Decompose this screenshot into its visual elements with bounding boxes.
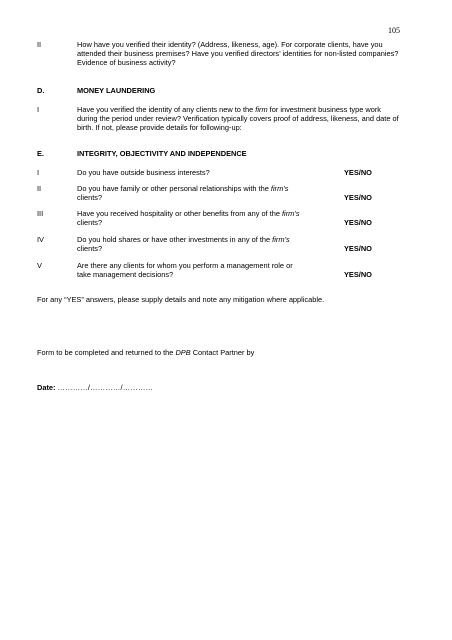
section-d-line-1: Have you verified the identity of any clients new to the firm for investment business type work bbox=[77, 105, 381, 114]
page-number: 105 bbox=[388, 26, 400, 35]
date-line bbox=[37, 383, 153, 392]
yes-no-answer: YES/NO bbox=[344, 270, 372, 279]
section-e-item-numeral: V bbox=[37, 261, 42, 270]
yes-answers-note: For any “YES” answers, please supply details and note any mitigation where applicable. bbox=[37, 295, 325, 304]
intro-question bbox=[77, 40, 422, 67]
section-d-letter: D. bbox=[37, 86, 45, 95]
section-e-item-numeral: IV bbox=[37, 235, 44, 244]
section-e-item-numeral: III bbox=[37, 209, 44, 218]
yes-no-answer: YES/NO bbox=[344, 244, 372, 253]
section-e-question: Do you have family or other personal relationships with the firm’s clients? bbox=[77, 184, 289, 202]
section-e-question: Do you hold shares or have other investments in any of the firm’s clients? bbox=[77, 235, 290, 253]
intro-line-2: attended their business premises? Have you verified directors’ identities for non-listed companies? bbox=[77, 49, 399, 58]
yes-no-answer: YES/NO bbox=[344, 168, 372, 177]
intro-line-1: How have you verified their identity? (Address, likeness, age). For corporate clients, have you bbox=[77, 40, 383, 49]
intro-numeral: II bbox=[37, 40, 42, 49]
section-e-item-numeral: II bbox=[37, 184, 42, 193]
section-e-question: Are there any clients for whom you perform a management role or take management decisions? bbox=[77, 261, 293, 279]
section-d-item-numeral: I bbox=[37, 105, 40, 114]
section-e-question: Have you received hospitality or other benefits from any of the firm’s clients? bbox=[77, 209, 300, 227]
section-d-item-question bbox=[77, 105, 422, 132]
date-label: Date: bbox=[37, 383, 56, 392]
section-e-item-numeral: I bbox=[37, 168, 40, 177]
section-d-line-2: during the period under review? Verification typically covers proof of address, likeness, and date of bbox=[77, 114, 399, 123]
section-d-line-3: birth. If not, please provide details for following-up: bbox=[77, 123, 242, 132]
section-e-question: Do you have outside business interests? bbox=[77, 168, 210, 177]
yes-no-answer: YES/NO bbox=[344, 193, 372, 202]
section-e-title: INTEGRITY, OBJECTIVITY AND INDEPENDENCE bbox=[77, 149, 247, 158]
section-e-letter: E. bbox=[37, 149, 44, 158]
yes-no-answer: YES/NO bbox=[344, 218, 372, 227]
intro-line-3: Evidence of business activity? bbox=[77, 58, 176, 67]
date-field[interactable]: …………/…………/………… bbox=[57, 383, 154, 392]
form-return-note: Form to be completed and returned to the DPB Contact Partner by bbox=[37, 348, 255, 357]
section-d-title: MONEY LAUNDERING bbox=[77, 86, 156, 95]
